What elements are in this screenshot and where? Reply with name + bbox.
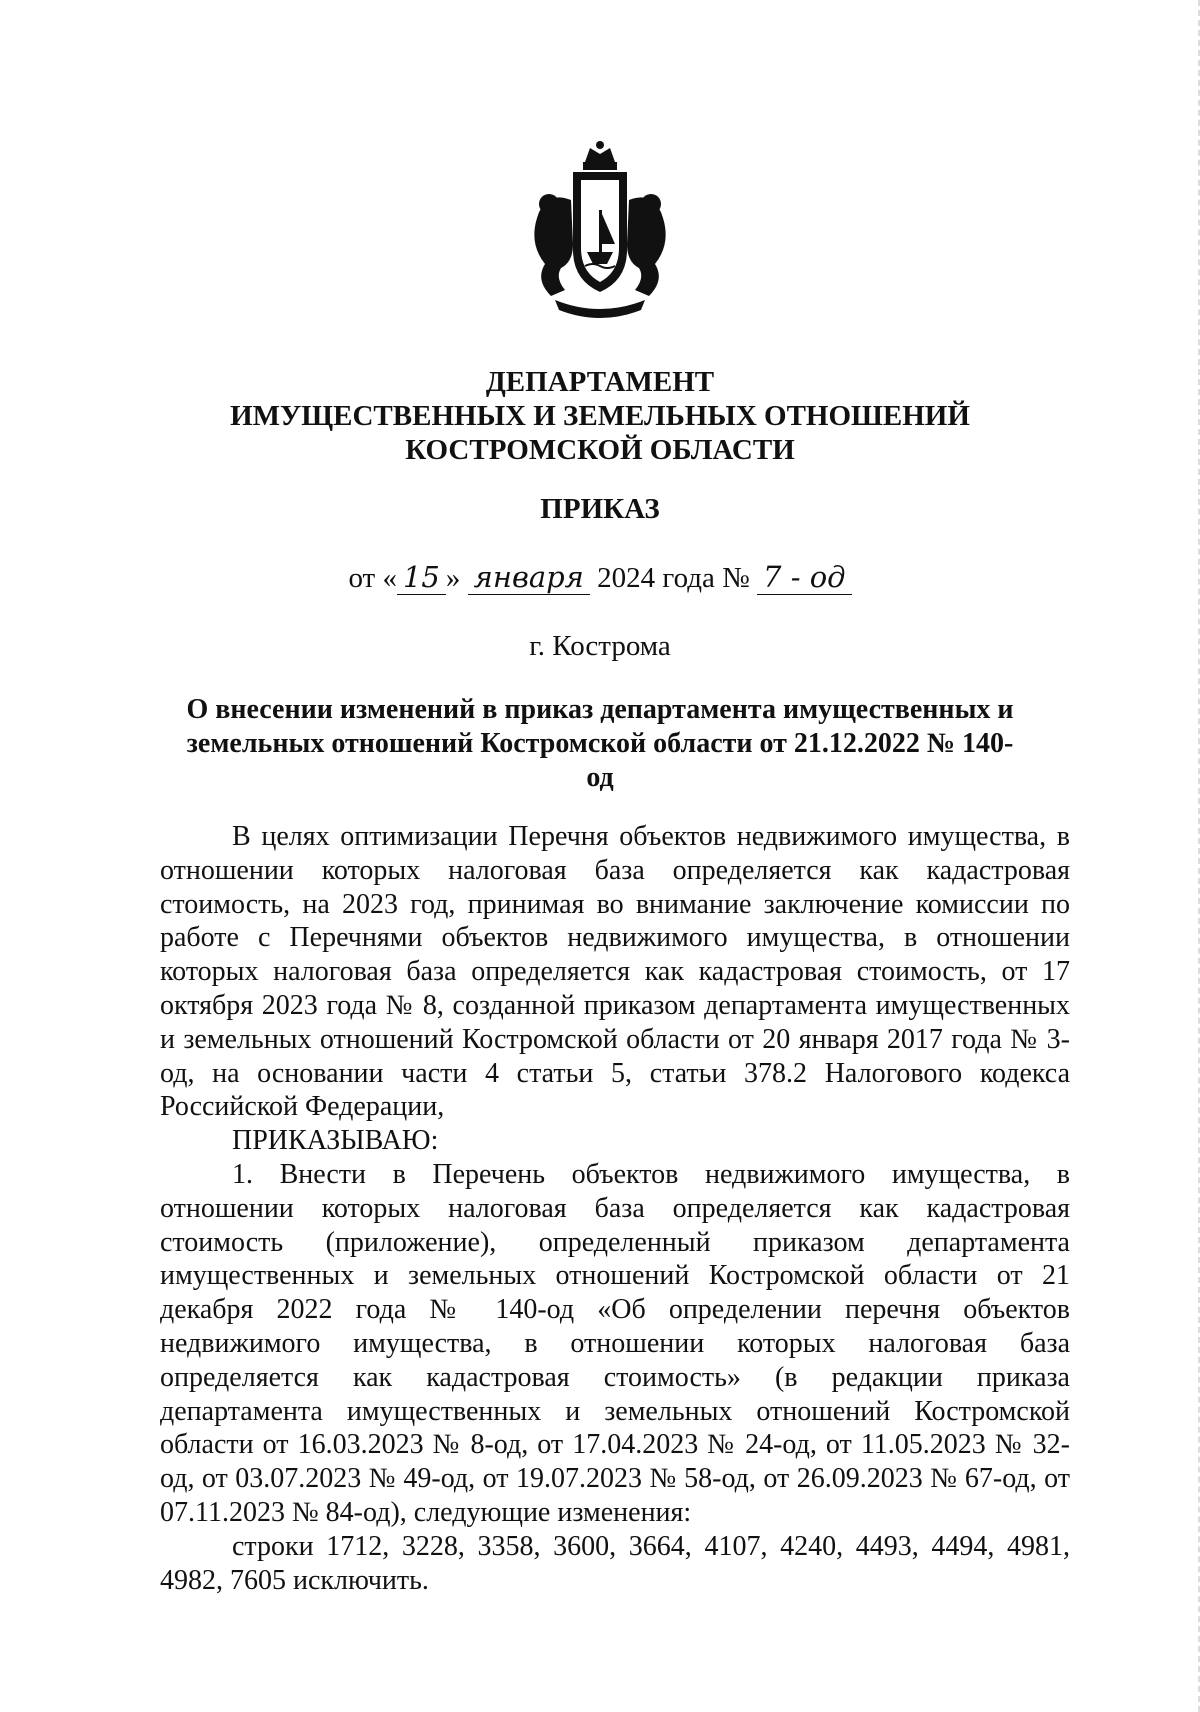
department-line-3: КОСТРОМСКОЙ ОБЛАСТИ <box>405 434 795 466</box>
department-line-2: ИМУЩЕСТВЕННЫХ И ЗЕМЕЛЬНЫХ ОТНОШЕНИЙ <box>230 400 970 432</box>
date-and-number <box>160 560 1040 595</box>
coat-of-arms-icon <box>515 140 685 320</box>
year-and-number-label: 2024 года № <box>589 562 758 594</box>
subject-line-1: О внесении изменений в приказ департамента имущественных и <box>186 694 1014 725</box>
date-prefix: от « <box>348 562 397 594</box>
order-subject <box>175 693 1025 795</box>
subject-line-2: земельных отношений Костромской области от 21.12.2022 № 140-од <box>186 728 1014 793</box>
document-type: ПРИКАЗ <box>540 493 660 525</box>
handwritten-day: 15 <box>397 560 446 595</box>
department-line-1: ДЕПАРТАМЕНТ <box>485 366 715 398</box>
item-1-paragraph: 1. Внести в Перечень объектов недвижимого имущества, в отношении которых налоговая база определяется как кадастровая стоимость (приложение), определенный приказом департамента имущественных и земельных отношений Костромской области от 21 декабря 2022 года № 140-од «Об определении перечня объектов недвижимого имущества, в отношении которых налоговая база определяется как кадастровая стоимость» (в редакции приказа департамента имущественных и земельных отношений Костромской области от 16.03.2023 № 8-од, от 17.04.2023 № 24-од, от 11.05.2023 № 32-од, от 03.07.2023 № 49-од, от 19.07.2023 № 58-од, от 26.09.2023 № 67-од, от 07.11.2023 № 84-од), следующие изменения: <box>160 1158 1070 1528</box>
handwritten-order-number: 7 - од <box>757 560 852 595</box>
order-body <box>160 820 1070 1597</box>
preamble-paragraph: В целях оптимизации Перечня объектов недвижимого имущества, в отношении которых налоговая база определяется как кадастровая стоимость, на 2023 год, принимая во внимание заключение комиссии по работе с Перечнями объектов недвижимого имущества, в отношении которых налоговая база определяется как кадастровая стоимость, от 17 октября 2023 года № 8, созданной приказом департамента имущественных и земельных отношений Костромской области от 20 января 2017 года № 3-од, на основании части 4 статьи 5, статьи 378.2 Налогового кодекса Российской Федерации, <box>160 821 1070 1123</box>
department-header <box>160 365 1040 467</box>
order-word: ПРИКАЗЫВАЮ: <box>232 1125 439 1157</box>
item-1-change-paragraph: строки 1712, 3228, 3358, 3600, 3664, 4107, 4240, 4493, 4494, 4981, 4982, 7605 исключить. <box>160 1530 1070 1596</box>
city: г. Кострома <box>529 630 671 662</box>
handwritten-month: января <box>468 560 590 595</box>
date-quote-close: » <box>445 562 461 594</box>
scan-edge-marks <box>1192 0 1200 1712</box>
